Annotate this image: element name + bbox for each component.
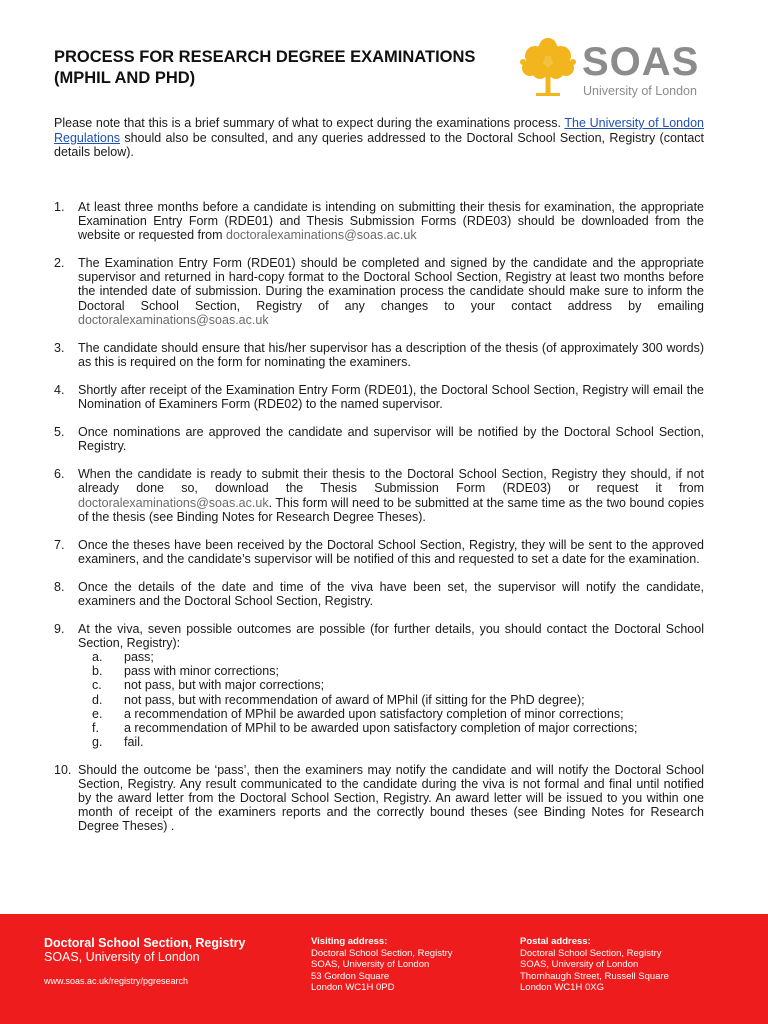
visiting-address xyxy=(311,936,453,994)
step-number: 4. xyxy=(54,382,65,397)
outcome-text: a recommendation of MPhil be awarded upon satisfactory completion of minor corrections; xyxy=(124,706,624,721)
step-5 xyxy=(54,425,704,453)
outcome-text: not pass, but with major corrections; xyxy=(124,678,325,693)
outcome-text: not pass, but with recommendation of award of MPhil (if sitting for the PhD degree); xyxy=(124,692,585,707)
step-text: Shortly after receipt of the Examination Entry Form (RDE01), the Doctoral School Section, Registry will email the Nomination of Examiners Form (RDE02) to the named supervisor. xyxy=(78,382,704,412)
step-number: 5. xyxy=(54,425,65,440)
step-number: 9. xyxy=(54,622,65,637)
step-text: Once the theses have been received by the Doctoral School Section, Registry, they will be sent to the approved examiners, and the candidate’s supervisor will be notified of this and requested to set a date for the examination. xyxy=(78,537,704,566)
visiting-address-heading: Visiting address: xyxy=(311,936,388,947)
outcome-item xyxy=(92,707,704,721)
outcome-item xyxy=(92,721,704,735)
step-text: Once the details of the date and time of the viva have been set, the supervisor will notify the candidate, examiners and the Doctoral School Section, Registry. xyxy=(78,579,704,608)
outcome-item xyxy=(92,693,704,707)
title-line-1: PROCESS FOR RESEARCH DEGREE EXAMINATIONS xyxy=(54,48,476,66)
step-text: When the candidate is ready to submit their thesis to the Doctoral School Section, Registry they should, if not already done so, download the Thesis Submission Form (RDE03) or request it from xyxy=(78,467,704,496)
address-line: Doctoral School Section, Registry xyxy=(311,947,453,959)
outcome-text: fail. xyxy=(124,734,144,749)
step-8 xyxy=(54,580,704,608)
step-number: 6. xyxy=(54,467,65,482)
outcome-letter: b. xyxy=(92,664,103,679)
email-link[interactable]: doctoralexaminations@soas.ac.uk xyxy=(226,228,417,243)
intro-paragraph xyxy=(54,116,704,160)
title-line-2: (MPHIL AND PHD) xyxy=(54,69,196,87)
step-2 xyxy=(54,256,704,326)
footer-university: SOAS, University of London xyxy=(44,950,200,964)
logo-subtitle: University of London xyxy=(583,84,697,98)
outcome-item xyxy=(92,735,704,749)
tree-icon xyxy=(518,38,578,100)
intro-text: Please note that this is a brief summary of what to expect during the examinations process. xyxy=(54,116,565,130)
outcome-text: pass; xyxy=(124,650,154,665)
step-3 xyxy=(54,341,704,369)
address-line: Thornhaugh Street, Russell Square xyxy=(520,970,669,982)
outcome-item xyxy=(92,650,704,664)
address-line: London WC1H 0XG xyxy=(520,982,604,993)
step-text: The candidate should ensure that his/her supervisor has a description of the thesis (of approximately 300 words) as this is required on the form for nominating the examiners. xyxy=(78,340,704,369)
step-text: At least three months before a candidate is intending on submitting their thesis for examination, the appropriate Examination Entry Form (RDE01) and Thesis Submission Forms (RDE03) should be downloaded from the website or requested from xyxy=(78,200,704,243)
outcome-item xyxy=(92,664,704,678)
step-6 xyxy=(54,467,704,523)
outcome-item xyxy=(92,678,704,692)
footer-website-link[interactable]: www.soas.ac.uk/registry/pgresearch xyxy=(44,976,189,986)
outcome-text: pass with minor corrections; xyxy=(124,664,279,679)
footer-org: Doctoral School Section, Registry xyxy=(44,936,246,950)
step-text: Once nominations are approved the candidate and supervisor will be notified by the Doctoral School Section, Registry. xyxy=(78,425,704,454)
address-line: SOAS, University of London xyxy=(311,959,430,970)
soas-logo xyxy=(518,38,710,100)
outcome-letter: f. xyxy=(92,720,99,735)
step-number: 2. xyxy=(54,256,65,271)
outcome-letter: e. xyxy=(92,706,103,721)
address-line: 53 Gordon Square xyxy=(311,970,390,982)
address-line: SOAS, University of London xyxy=(520,959,639,970)
step-text-after: . This form will need to be submitted at the same time as the two bound copies of the thesis (see Binding Notes for Research Degree Theses). xyxy=(78,495,704,524)
step-number: 10. xyxy=(54,762,72,777)
page-title xyxy=(54,47,524,89)
address-line: Doctoral School Section, Registry xyxy=(520,947,662,959)
step-text: The Examination Entry Form (RDE01) should be completed and signed by the candidate and the appropriate supervisor and returned in hard-copy format to the Doctoral School Section, Registry at least two months before the intended date of submission. During the examination process the candidate should make sure to inform the Doctoral School Section, Registry of any changes to your contact address by emailing xyxy=(78,256,704,313)
step-4 xyxy=(54,383,704,411)
step-1 xyxy=(54,200,704,242)
step-text: At the viva, seven possible outcomes are possible (for further details, you should contact the Doctoral School Section, Registry): xyxy=(78,622,704,651)
outcome-text: a recommendation of MPhil to be awarded upon satisfactory completion of major corrections; xyxy=(124,720,638,735)
outcome-letter: c. xyxy=(92,678,102,693)
postal-address-heading: Postal address: xyxy=(520,936,591,947)
step-number: 1. xyxy=(54,200,65,214)
outcome-letter: a. xyxy=(92,650,103,665)
regulations-link[interactable]: The University of London Regulations xyxy=(54,116,704,145)
email-link[interactable]: doctoralexaminations@soas.ac.uk xyxy=(78,312,269,327)
postal-address xyxy=(520,936,669,994)
logo-wordmark: SOAS xyxy=(582,40,700,84)
step-text: Should the outcome be ‘pass’, then the examiners may notify the candidate and will notify the Doctoral School Section, Registry. Any result communicated to the candidate during the viva is not formal and final until notified by the award letter from the Doctoral School Section, Registry. An award letter will be issued to you within one month of receipt of the examiners reports and the correctly bound theses (see Binding Notes for Research Degree Theses) . xyxy=(78,762,704,834)
step-7 xyxy=(54,538,704,566)
intro-text-after: should also be consulted, and any queries addressed to the Doctoral School Section, Registry (contact details below). xyxy=(54,130,704,160)
step-9 xyxy=(54,622,704,749)
outcome-letter: d. xyxy=(92,692,103,707)
step-10 xyxy=(54,763,704,833)
step-number: 8. xyxy=(54,579,65,594)
outcome-letter: g. xyxy=(92,734,103,749)
step-number: 7. xyxy=(54,537,65,552)
email-link[interactable]: doctoralexaminations@soas.ac.uk xyxy=(78,495,269,510)
process-steps xyxy=(54,200,704,847)
step-number: 3. xyxy=(54,340,65,355)
address-line: London WC1H 0PD xyxy=(311,982,395,993)
footer xyxy=(0,914,768,1024)
outcome-list xyxy=(78,650,704,749)
